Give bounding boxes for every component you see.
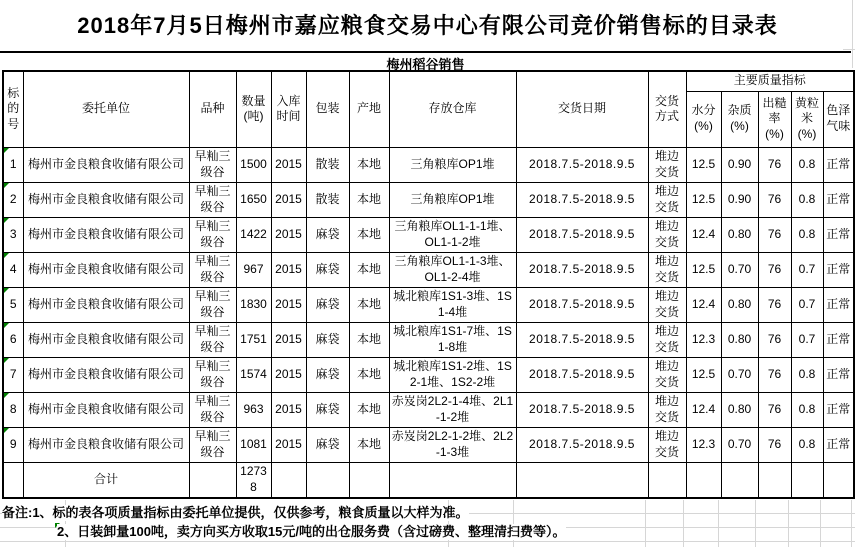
- excel-error-triangle-icon: [4, 218, 9, 223]
- cell-delivery-date[interactable]: 2018.7.5-2018.9.5: [516, 252, 648, 287]
- cell-delivery-date[interactable]: 2018.7.5-2018.9.5: [516, 147, 648, 182]
- cell-yellow[interactable]: 0.8: [791, 147, 823, 182]
- cell-variety[interactable]: 早籼三级谷: [189, 217, 236, 252]
- cell-origin[interactable]: 本地: [349, 322, 389, 357]
- cell-lot-no[interactable]: [3, 357, 23, 392]
- cell-empty[interactable]: [3, 462, 23, 498]
- excel-error-triangle-icon: [4, 428, 9, 433]
- header-client[interactable]: 委托单位: [23, 71, 189, 147]
- cell-quantity[interactable]: 1422: [236, 217, 271, 252]
- cell-color-odor[interactable]: 正常: [823, 182, 854, 217]
- cell-yield[interactable]: 76: [758, 322, 791, 357]
- cell-moisture[interactable]: 12.5: [686, 147, 721, 182]
- cell-storage-year[interactable]: 2015: [271, 392, 306, 427]
- note-line-1: 备注:1、标的表各项质量指标由委托单位提供，仅供参考，粮食质量以大样为准。: [2, 505, 469, 520]
- cell-quantity[interactable]: 1650: [236, 182, 271, 217]
- total-quantity[interactable]: 12738: [236, 462, 271, 498]
- cell-empty[interactable]: [271, 462, 306, 498]
- cell-storage-year[interactable]: 2015: [271, 252, 306, 287]
- excel-error-triangle-icon: [4, 323, 9, 328]
- header-row-1: [3, 71, 854, 91]
- header-lot-no[interactable]: 标的号: [3, 71, 23, 147]
- lot-no-text: 6: [9, 331, 17, 346]
- cell-yellow[interactable]: 0.7: [791, 287, 823, 322]
- cell-warehouse[interactable]: 三角粮库OP1堆: [389, 182, 516, 217]
- cell-moisture[interactable]: 12.4: [686, 392, 721, 427]
- cell-packing[interactable]: 麻袋: [306, 287, 349, 322]
- cell-yellow[interactable]: 0.8: [791, 217, 823, 252]
- cell-origin[interactable]: 本地: [349, 357, 389, 392]
- cell-empty[interactable]: [349, 462, 389, 498]
- cell-yield[interactable]: 76: [758, 217, 791, 252]
- cell-impurity[interactable]: 0.70: [721, 252, 758, 287]
- cell-packing[interactable]: 麻袋: [306, 252, 349, 287]
- cell-storage-year[interactable]: 2015: [271, 287, 306, 322]
- cell-yield[interactable]: 76: [758, 182, 791, 217]
- excel-error-triangle-icon: [4, 288, 9, 293]
- cell-moisture[interactable]: 12.4: [686, 287, 721, 322]
- header-quality-group[interactable]: 主要质量指标: [686, 71, 854, 91]
- table-row: [3, 147, 854, 182]
- cell-delivery-method[interactable]: 堆边交货: [648, 427, 686, 462]
- cell-empty[interactable]: [823, 462, 854, 498]
- header-packing[interactable]: 包装: [306, 71, 349, 147]
- cell-delivery-date[interactable]: 2018.7.5-2018.9.5: [516, 392, 648, 427]
- cell-warehouse[interactable]: 赤岌岗2L2-1-2堆、2L2-1-3堆: [389, 427, 516, 462]
- cell-delivery-method[interactable]: 堆边交货: [648, 182, 686, 217]
- table-row: [3, 287, 854, 322]
- cell-packing[interactable]: 麻袋: [306, 357, 349, 392]
- cell-moisture[interactable]: 12.3: [686, 427, 721, 462]
- cell-origin[interactable]: 本地: [349, 217, 389, 252]
- cell-yellow[interactable]: 0.8: [791, 392, 823, 427]
- cell-empty[interactable]: [791, 462, 823, 498]
- cell-delivery-date[interactable]: 2018.7.5-2018.9.5: [516, 322, 648, 357]
- cell-delivery-date[interactable]: 2018.7.5-2018.9.5: [516, 182, 648, 217]
- cell-empty[interactable]: [648, 462, 686, 498]
- header-storage-time[interactable]: 入库时间: [271, 71, 306, 147]
- cell-origin[interactable]: 本地: [349, 147, 389, 182]
- cell-lot-no[interactable]: [3, 147, 23, 182]
- table-row: [3, 217, 854, 252]
- lot-no-text: 8: [9, 401, 17, 416]
- cell-lot-no[interactable]: [3, 322, 23, 357]
- lot-no-text: 7: [9, 366, 17, 381]
- excel-error-triangle-icon: [4, 358, 9, 363]
- table-row: [3, 427, 854, 462]
- cell-storage-year[interactable]: 2015: [271, 427, 306, 462]
- cell-variety[interactable]: 早籼三级谷: [189, 357, 236, 392]
- total-row: [3, 462, 854, 498]
- gridline: [788, 500, 789, 547]
- cell-origin[interactable]: 本地: [349, 252, 389, 287]
- cell-warehouse[interactable]: 城北粮库1S1-3堆、1S1-4堆: [389, 287, 516, 322]
- cell-client[interactable]: 梅州市金良粮食收储有限公司: [23, 322, 189, 357]
- cell-variety[interactable]: 早籼三级谷: [189, 392, 236, 427]
- cell-variety[interactable]: 早籼三级谷: [189, 182, 236, 217]
- cell-lot-no[interactable]: [3, 182, 23, 217]
- cell-delivery-method[interactable]: 堆边交货: [648, 392, 686, 427]
- cell-warehouse[interactable]: 赤岌岗2L2-1-4堆、2L1-1-2堆: [389, 392, 516, 427]
- cell-delivery-method[interactable]: 堆边交货: [648, 217, 686, 252]
- cell-empty[interactable]: [686, 462, 721, 498]
- header-warehouse[interactable]: 存放仓库: [389, 71, 516, 147]
- gridline: [683, 500, 684, 547]
- table-row: [3, 252, 854, 287]
- cell-delivery-method[interactable]: 堆边交货: [648, 322, 686, 357]
- cell-color-odor[interactable]: 正常: [823, 357, 854, 392]
- cell-packing[interactable]: 麻袋: [306, 392, 349, 427]
- table-row: [3, 392, 854, 427]
- cell-delivery-date[interactable]: 2018.7.5-2018.9.5: [516, 357, 648, 392]
- cell-quantity[interactable]: 1081: [236, 427, 271, 462]
- cell-packing[interactable]: 麻袋: [306, 322, 349, 357]
- cell-delivery-date[interactable]: 2018.7.5-2018.9.5: [516, 287, 648, 322]
- cell-impurity[interactable]: 0.80: [721, 217, 758, 252]
- table-row: [3, 322, 854, 357]
- cell-impurity[interactable]: 0.70: [721, 427, 758, 462]
- lot-no-text: 4: [9, 261, 17, 276]
- cell-color-odor[interactable]: 正常: [823, 392, 854, 427]
- cell-empty[interactable]: [306, 462, 349, 498]
- cell-storage-year[interactable]: 2015: [271, 357, 306, 392]
- cell-delivery-method[interactable]: 堆边交货: [648, 252, 686, 287]
- header-quantity[interactable]: 数量(吨): [236, 71, 271, 147]
- header-color-odor[interactable]: 色泽气味: [823, 91, 854, 147]
- header-delivery-method[interactable]: 交货方式: [648, 71, 686, 147]
- header-impurity[interactable]: 杂质(%): [721, 91, 758, 147]
- cell-variety[interactable]: 早籼三级谷: [189, 427, 236, 462]
- cell-yellow[interactable]: 0.7: [791, 322, 823, 357]
- table-row: [3, 182, 854, 217]
- cell-quantity[interactable]: 1500: [236, 147, 271, 182]
- cell-impurity[interactable]: 0.80: [721, 392, 758, 427]
- lot-no-text: 2: [9, 191, 17, 206]
- cell-delivery-date[interactable]: 2018.7.5-2018.9.5: [516, 427, 648, 462]
- cell-lot-no[interactable]: [3, 392, 23, 427]
- lot-no-text: 1: [9, 156, 17, 171]
- page-title: 2018年7月5日梅州市嘉应粮食交易中心有限公司竞价销售标的目录表: [77, 13, 778, 38]
- cell-variety[interactable]: 早籼三级谷: [189, 147, 236, 182]
- cell-impurity[interactable]: 0.90: [721, 182, 758, 217]
- cell-color-odor[interactable]: 正常: [823, 287, 854, 322]
- cell-client[interactable]: 梅州市金良粮食收储有限公司: [23, 392, 189, 427]
- cell-empty[interactable]: [189, 462, 236, 498]
- cell-variety[interactable]: 早籼三级谷: [189, 287, 236, 322]
- cell-quantity[interactable]: 1574: [236, 357, 271, 392]
- cell-storage-year[interactable]: 2015: [271, 217, 306, 252]
- cell-client[interactable]: 梅州市金良粮食收储有限公司: [23, 287, 189, 322]
- cell-storage-year[interactable]: 2015: [271, 182, 306, 217]
- gridline: [755, 500, 756, 547]
- gridline: [645, 500, 646, 547]
- cell-delivery-method[interactable]: 堆边交货: [648, 357, 686, 392]
- total-label[interactable]: 合计: [23, 462, 189, 498]
- cell-yield[interactable]: 76: [758, 427, 791, 462]
- cell-empty[interactable]: [758, 462, 791, 498]
- cell-lot-no[interactable]: [3, 252, 23, 287]
- cell-quantity[interactable]: 1830: [236, 287, 271, 322]
- cell-yellow[interactable]: 0.8: [791, 427, 823, 462]
- lot-no-text: 5: [9, 296, 17, 311]
- cell-impurity[interactable]: 0.80: [721, 322, 758, 357]
- gridline: [820, 500, 821, 547]
- cell-yield[interactable]: 76: [758, 357, 791, 392]
- cell-client[interactable]: 梅州市金良粮食收储有限公司: [23, 427, 189, 462]
- gridline: [843, 49, 855, 50]
- header-delivery-date[interactable]: 交货日期: [516, 71, 648, 147]
- cell-storage-year[interactable]: 2015: [271, 322, 306, 357]
- header-origin[interactable]: 产地: [349, 71, 389, 147]
- cell-color-odor[interactable]: 正常: [823, 147, 854, 182]
- cell-quantity[interactable]: 963: [236, 392, 271, 427]
- cell-client[interactable]: 梅州市金良粮食收储有限公司: [23, 357, 189, 392]
- cell-impurity[interactable]: 0.90: [721, 147, 758, 182]
- cell-yellow[interactable]: 0.7: [791, 252, 823, 287]
- catalog-table: [2, 70, 855, 499]
- cell-color-odor[interactable]: 正常: [823, 427, 854, 462]
- cell-packing[interactable]: 麻袋: [306, 217, 349, 252]
- cell-variety[interactable]: 早籼三级谷: [189, 322, 236, 357]
- header-moisture[interactable]: 水分(%): [686, 91, 721, 147]
- cell-impurity[interactable]: 0.80: [721, 287, 758, 322]
- cell-delivery-date[interactable]: 2018.7.5-2018.9.5: [516, 217, 648, 252]
- cell-delivery-method[interactable]: 堆边交货: [648, 147, 686, 182]
- cell-origin[interactable]: 本地: [349, 182, 389, 217]
- cell-client[interactable]: 梅州市金良粮食收储有限公司: [23, 217, 189, 252]
- cell-yellow[interactable]: 0.8: [791, 182, 823, 217]
- cell-impurity[interactable]: 0.70: [721, 357, 758, 392]
- cell-moisture[interactable]: 12.4: [686, 217, 721, 252]
- cell-origin[interactable]: 本地: [349, 287, 389, 322]
- cell-client[interactable]: 梅州市金良粮食收储有限公司: [23, 182, 189, 217]
- cell-delivery-method[interactable]: 堆边交货: [648, 287, 686, 322]
- cell-origin[interactable]: 本地: [349, 427, 389, 462]
- gridline: [851, 500, 852, 547]
- page-subtitle: 梅州稻谷销售: [386, 57, 465, 72]
- cell-warehouse[interactable]: 城北粮库1S1-7堆、1S1-8堆: [389, 322, 516, 357]
- cell-yellow[interactable]: 0.8: [791, 357, 823, 392]
- header-yellow-grain[interactable]: 黄粒米(%): [791, 91, 823, 147]
- header-variety[interactable]: 品种: [189, 71, 236, 147]
- gridline: [718, 500, 719, 547]
- cell-color-odor[interactable]: 正常: [823, 217, 854, 252]
- cell-color-odor[interactable]: 正常: [823, 252, 854, 287]
- note-line-2: 2、日装卸量100吨，卖方向买方收取15元/吨的出仓服务费（含过磅费、整理清扫费等）。: [57, 524, 566, 539]
- cell-client[interactable]: 梅州市金良粮食收储有限公司: [23, 147, 189, 182]
- cell-origin[interactable]: 本地: [349, 392, 389, 427]
- cell-moisture[interactable]: 12.3: [686, 322, 721, 357]
- excel-error-triangle-icon: [4, 148, 9, 153]
- cell-packing[interactable]: 散装: [306, 182, 349, 217]
- cell-storage-year[interactable]: 2015: [271, 147, 306, 182]
- cell-empty[interactable]: [389, 462, 516, 498]
- excel-error-triangle-icon: [4, 183, 9, 188]
- cell-color-odor[interactable]: 正常: [823, 322, 854, 357]
- header-brown-rice-yield[interactable]: 出糙率(%): [758, 91, 791, 147]
- cell-lot-no[interactable]: [3, 427, 23, 462]
- cell-moisture[interactable]: 12.5: [686, 182, 721, 217]
- cell-lot-no[interactable]: [3, 217, 23, 252]
- cell-packing[interactable]: 麻袋: [306, 427, 349, 462]
- cell-client[interactable]: 梅州市金良粮食收储有限公司: [23, 252, 189, 287]
- cell-packing[interactable]: 散装: [306, 147, 349, 182]
- cell-quantity[interactable]: 1751: [236, 322, 271, 357]
- cell-warehouse[interactable]: 三角粮库OL1-1-1堆、OL1-1-2堆: [389, 217, 516, 252]
- cell-quantity[interactable]: 967: [236, 252, 271, 287]
- cell-yield[interactable]: 76: [758, 392, 791, 427]
- title-divider: [0, 51, 851, 53]
- cell-lot-no[interactable]: [3, 287, 23, 322]
- cell-yield[interactable]: 76: [758, 252, 791, 287]
- cell-warehouse[interactable]: 三角粮库OL1-1-3堆、OL1-2-4堆: [389, 252, 516, 287]
- gridline: [0, 541, 855, 542]
- cell-variety[interactable]: 早籼三级谷: [189, 252, 236, 287]
- cell-warehouse[interactable]: 城北粮库1S1-2堆、1S2-1堆、1S2-2堆: [389, 357, 516, 392]
- table-row: [3, 357, 854, 392]
- excel-error-triangle-icon: [4, 253, 9, 258]
- cell-empty[interactable]: [721, 462, 758, 498]
- cell-moisture[interactable]: 12.5: [686, 357, 721, 392]
- cell-moisture[interactable]: 12.5: [686, 252, 721, 287]
- lot-no-text: 3: [9, 226, 17, 241]
- excel-error-triangle-icon: [4, 393, 9, 398]
- cell-empty[interactable]: [516, 462, 648, 498]
- cell-yield[interactable]: 76: [758, 287, 791, 322]
- cell-yield[interactable]: 76: [758, 147, 791, 182]
- cell-warehouse[interactable]: 三角粮库OP1堆: [389, 147, 516, 182]
- lot-no-text: 9: [9, 436, 17, 451]
